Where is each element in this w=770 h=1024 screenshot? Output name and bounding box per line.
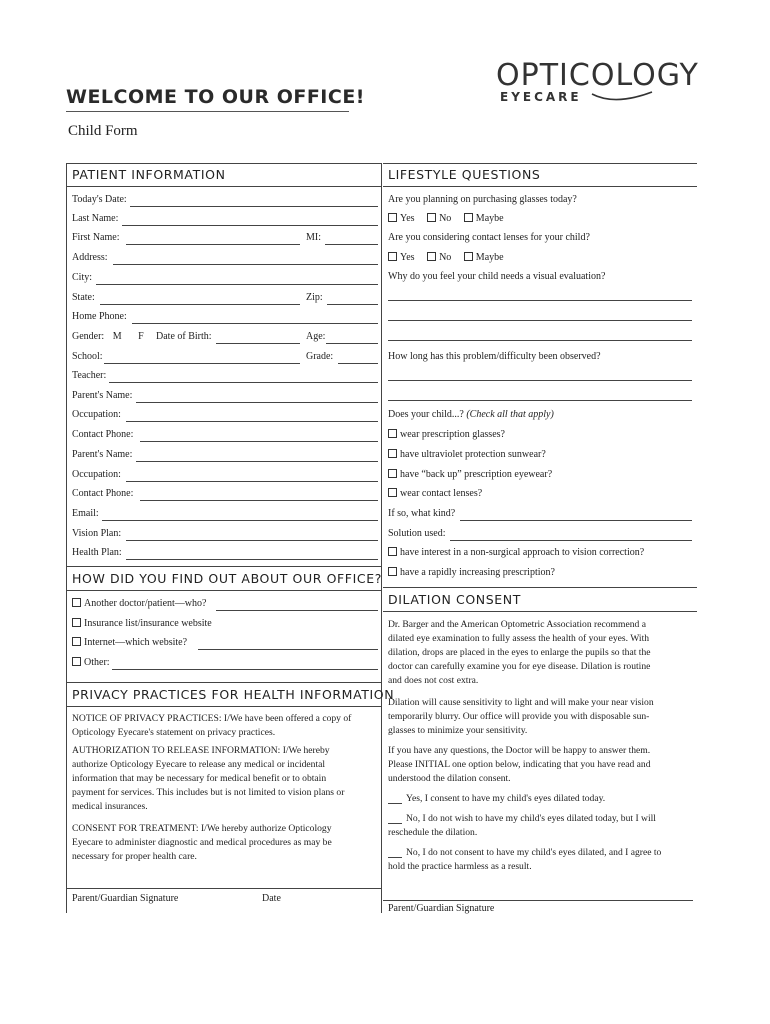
school-field[interactable] — [104, 363, 300, 364]
find-out-doctor-label: Another doctor/patient—who? — [84, 598, 207, 609]
city-label: City: — [72, 272, 93, 283]
q3-answer-line-2[interactable] — [388, 320, 692, 321]
box-top-right — [383, 163, 697, 164]
dilation-paragraph-1 — [388, 618, 651, 688]
city-field[interactable] — [96, 284, 378, 285]
q4-answer-line-2[interactable] — [388, 400, 692, 401]
dilation-top-rule — [383, 587, 697, 588]
vision-plan-label: Vision Plan: — [72, 528, 122, 539]
privacy-signature-field[interactable] — [66, 888, 381, 889]
dilation-paragraph-3 — [388, 744, 651, 786]
find-out-heading-rule — [66, 590, 381, 591]
lifestyle-q2-options — [388, 252, 504, 263]
q3-answer-line-3[interactable] — [388, 340, 692, 341]
column-divider — [381, 163, 382, 913]
dilation-yes-option: Yes, I consent to have my child's eyes dilated today. — [406, 793, 606, 804]
address-field[interactable] — [113, 264, 378, 265]
state-label: State: — [72, 292, 95, 303]
solution-field[interactable] — [450, 540, 692, 541]
checkbox-icon[interactable] — [464, 213, 473, 222]
dilation-signature-field[interactable] — [383, 900, 693, 901]
address-label: Address: — [72, 252, 108, 263]
email-label: Email: — [72, 508, 99, 519]
dilation-paragraph-2 — [388, 696, 654, 738]
email-field[interactable] — [102, 520, 378, 521]
dilation-heading: DILATION CONSENT — [388, 592, 521, 607]
occupation-2-field[interactable] — [126, 481, 378, 482]
dilation-line: understood the dilation consent. — [388, 773, 511, 784]
dilation-line: doctor can carefully examine you for eye disease. Dilation is routine — [388, 661, 651, 672]
find-out-internet-option[interactable] — [72, 637, 187, 648]
dilation-line: and does not cost extra. — [388, 675, 479, 686]
child-option-sunwear-label: have ultraviolet protection sunwear? — [400, 449, 546, 460]
dilation-line: temporarily blurry. Our office will provide you with disposable sun- — [388, 711, 650, 722]
logo-swoosh-icon — [590, 90, 660, 106]
find-out-other-field[interactable] — [112, 669, 378, 670]
if-so-field[interactable] — [460, 520, 692, 521]
checkbox-icon[interactable] — [72, 598, 81, 607]
home-phone-label: Home Phone: — [72, 311, 127, 322]
occupation-2-label: Occupation: — [72, 469, 121, 480]
parent-name-2-field[interactable] — [136, 461, 378, 462]
check-all-note: (Check all that apply) — [466, 409, 554, 420]
privacy-notice-line: NOTICE OF PRIVACY PRACTICES: I/We have been offered a copy of — [72, 713, 352, 724]
dilation-line: dilation, drops are placed in the eyes to enlarge the pupils so that the — [388, 647, 651, 658]
child-option-rapid-label: have a rapidly increasing prescription? — [400, 567, 555, 578]
state-field[interactable] — [100, 304, 300, 305]
occupation-1-field[interactable] — [126, 421, 378, 422]
dilation-line: Dr. Barger and the American Optometric Association recommend a — [388, 619, 646, 630]
dilation-signature-label: Parent/Guardian Signature — [388, 903, 495, 914]
child-option-backup-label: have “back up” prescription eyewear? — [400, 469, 553, 480]
teacher-field[interactable] — [109, 382, 378, 383]
dob-field[interactable] — [216, 343, 300, 344]
dilation-heading-rule — [383, 611, 697, 612]
q3-answer-line-1[interactable] — [388, 300, 692, 301]
checkbox-icon[interactable] — [388, 429, 397, 438]
q2-yes-label: Yes — [400, 252, 415, 263]
child-option-nonsurgical-label: have interest in a non-surgical approach to vision correction? — [400, 547, 645, 558]
checkbox-icon[interactable] — [388, 547, 397, 556]
checkbox-icon[interactable] — [72, 618, 81, 627]
find-out-doctor-field[interactable] — [216, 610, 378, 611]
child-option-contacts[interactable] — [388, 488, 482, 499]
q2-maybe-label: Maybe — [475, 252, 504, 263]
contact-phone-2-label: Contact Phone: — [72, 488, 134, 499]
checkbox-icon[interactable] — [464, 252, 473, 261]
parent-name-1-label: Parent's Name: — [72, 390, 133, 401]
health-plan-field[interactable] — [126, 559, 378, 560]
zip-field[interactable] — [327, 304, 378, 305]
dilation-reschedule-line: No, I do not wish to have my child's eyes dilated today, but I will — [406, 813, 656, 824]
age-label: Age: — [306, 331, 326, 342]
checkbox-icon[interactable] — [388, 213, 397, 222]
lifestyle-heading-rule — [383, 186, 697, 187]
find-out-internet-field[interactable] — [198, 649, 378, 650]
contact-phone-1-label: Contact Phone: — [72, 429, 134, 440]
dilation-line: glasses to minimize your sensitivity. — [388, 725, 528, 736]
contact-phone-1-field[interactable] — [140, 441, 378, 442]
dilation-reschedule-line: reschedule the dilation. — [388, 827, 478, 838]
checkbox-icon[interactable] — [427, 213, 436, 222]
checkbox-icon[interactable] — [388, 252, 397, 261]
lifestyle-q1: Are you planning on purchasing glasses today? — [388, 194, 577, 205]
privacy-heading: PRIVACY PRACTICES FOR HEALTH INFORMATION — [72, 687, 395, 702]
page-title: WELCOME TO OUR OFFICE! — [66, 86, 365, 108]
age-field[interactable] — [326, 343, 378, 344]
dilation-no-line: hold the practice harmless as a result. — [388, 861, 532, 872]
gender-label: Gender: — [72, 331, 105, 342]
form-subtitle: Child Form — [68, 123, 138, 139]
mi-label: MI: — [306, 232, 321, 243]
school-label: School: — [72, 351, 103, 362]
patient-heading-rule — [66, 186, 381, 187]
gender-f-option[interactable]: F — [138, 331, 144, 342]
child-option-glasses[interactable] — [388, 429, 505, 440]
q2-no-label: No — [439, 252, 452, 263]
logo-subtext: EYECARE — [500, 90, 582, 104]
box-top-left — [66, 163, 381, 164]
consent-treatment-line: CONSENT FOR TREATMENT: I/We hereby authorize Opticology — [72, 823, 332, 834]
dilation-no-line: No, I do not consent to have my child's eyes dilated, and I agree to — [406, 847, 662, 858]
health-plan-label: Health Plan: — [72, 547, 122, 558]
child-option-sunwear[interactable] — [388, 449, 546, 460]
todays-date-field[interactable] — [130, 206, 378, 207]
child-option-nonsurgical[interactable] — [388, 547, 644, 558]
dilation-line: If you have any questions, the Doctor will be happy to answer them. — [388, 745, 651, 756]
find-out-insurance-label: Insurance list/insurance website — [84, 618, 212, 629]
patient-info-heading: PATIENT INFORMATION — [72, 167, 226, 182]
checkbox-icon[interactable] — [388, 449, 397, 458]
authorization-line: AUTHORIZATION TO RELEASE INFORMATION: I/We hereby — [72, 745, 330, 756]
gender-row — [72, 331, 144, 342]
dob-label: Date of Birth: — [156, 331, 212, 342]
lifestyle-q3: Why do you feel your child needs a visual evaluation? — [388, 271, 606, 282]
consent-treatment-line: Eyecare to administer diagnostic and medical procedures as may be — [72, 837, 332, 848]
authorization-line: medical insurances. — [72, 801, 148, 812]
dilation-reschedule-option — [388, 812, 656, 840]
grade-label: Grade: — [306, 351, 334, 362]
title-rule — [66, 111, 349, 112]
zip-label: Zip: — [306, 292, 323, 303]
q1-yes-label: Yes — [400, 213, 415, 224]
privacy-notice-paragraph — [72, 712, 351, 740]
q1-no-label: No — [439, 213, 452, 224]
checkbox-icon[interactable] — [72, 657, 81, 666]
logo-wordmark: OPTICOLOGY — [496, 58, 699, 93]
vision-plan-field[interactable] — [126, 540, 378, 541]
dilation-yes-initial-field[interactable] — [388, 803, 402, 804]
dilation-no-option — [388, 846, 661, 874]
if-so-label: If so, what kind? — [388, 508, 456, 519]
authorization-line: payment for services. This includes but is not limited to vision plans or — [72, 787, 345, 798]
child-option-contacts-label: wear contact lenses? — [400, 488, 483, 499]
todays-date-label: Today's Date: — [72, 194, 127, 205]
checkbox-icon[interactable] — [72, 637, 81, 646]
privacy-top-rule — [66, 682, 381, 683]
find-out-doctor-option[interactable] — [72, 598, 206, 609]
grade-field[interactable] — [338, 363, 378, 364]
dilation-line: Please INITIAL one option below, indicating that you have read and — [388, 759, 651, 770]
checkbox-icon[interactable] — [388, 488, 397, 497]
find-out-heading: HOW DID YOU FIND OUT ABOUT OUR OFFICE? — [72, 571, 382, 586]
first-name-label: First Name: — [72, 232, 120, 243]
authorization-line: authorize Opticology Eyecare to release any medical or incidental — [72, 759, 326, 770]
find-out-internet-label: Internet—which website? — [84, 637, 188, 648]
consent-treatment-paragraph — [72, 822, 332, 864]
lifestyle-heading: LIFESTYLE QUESTIONS — [388, 167, 541, 182]
teacher-label: Teacher: — [72, 370, 107, 381]
q1-maybe-label: Maybe — [475, 213, 504, 224]
gender-m-option[interactable]: M — [112, 331, 122, 342]
mi-field[interactable] — [325, 244, 378, 245]
q4-answer-line-1[interactable] — [388, 380, 692, 381]
find-out-insurance-option[interactable] — [72, 618, 212, 629]
child-option-backup[interactable] — [388, 469, 552, 480]
last-name-field[interactable] — [122, 225, 378, 226]
find-out-other-option[interactable] — [72, 657, 110, 668]
solution-label: Solution used: — [388, 528, 446, 539]
dilation-line: dilated eye examination to fully assess the health of your eyes. With — [388, 633, 650, 644]
home-phone-field[interactable] — [132, 323, 378, 324]
child-option-rapid[interactable] — [388, 567, 555, 578]
checkbox-icon[interactable] — [388, 567, 397, 576]
privacy-heading-rule — [66, 706, 381, 707]
privacy-notice-line: Opticology Eyecare's statement on privacy practices. — [72, 727, 276, 738]
parent-name-2-label: Parent's Name: — [72, 449, 133, 460]
authorization-line: information that may be necessary for medical benefit or to obtain — [72, 773, 327, 784]
authorization-paragraph — [72, 744, 344, 814]
occupation-1-label: Occupation: — [72, 409, 121, 420]
box-left — [66, 163, 67, 913]
last-name-label: Last Name: — [72, 213, 119, 224]
first-name-field[interactable] — [126, 244, 300, 245]
lifestyle-q2: Are you considering contact lenses for your child? — [388, 232, 590, 243]
contact-phone-2-field[interactable] — [140, 500, 378, 501]
does-child-text: Does your child...? — [388, 409, 464, 420]
privacy-signature-label: Parent/Guardian Signature — [72, 893, 179, 904]
find-out-other-label: Other: — [84, 657, 110, 668]
checkbox-icon[interactable] — [388, 469, 397, 478]
child-option-glasses-label: wear prescription glasses? — [400, 429, 505, 440]
lifestyle-q1-options — [388, 213, 504, 224]
find-out-top-rule — [66, 566, 381, 567]
consent-treatment-line: necessary for proper health care. — [72, 851, 197, 862]
dilation-line: Dilation will cause sensitivity to light and will make your near vision — [388, 697, 654, 708]
lifestyle-q4: How long has this problem/difficulty been observed? — [388, 351, 601, 362]
parent-name-1-field[interactable] — [136, 402, 378, 403]
checkbox-icon[interactable] — [427, 252, 436, 261]
privacy-date-label: Date — [262, 893, 281, 904]
does-child-label — [388, 409, 554, 420]
